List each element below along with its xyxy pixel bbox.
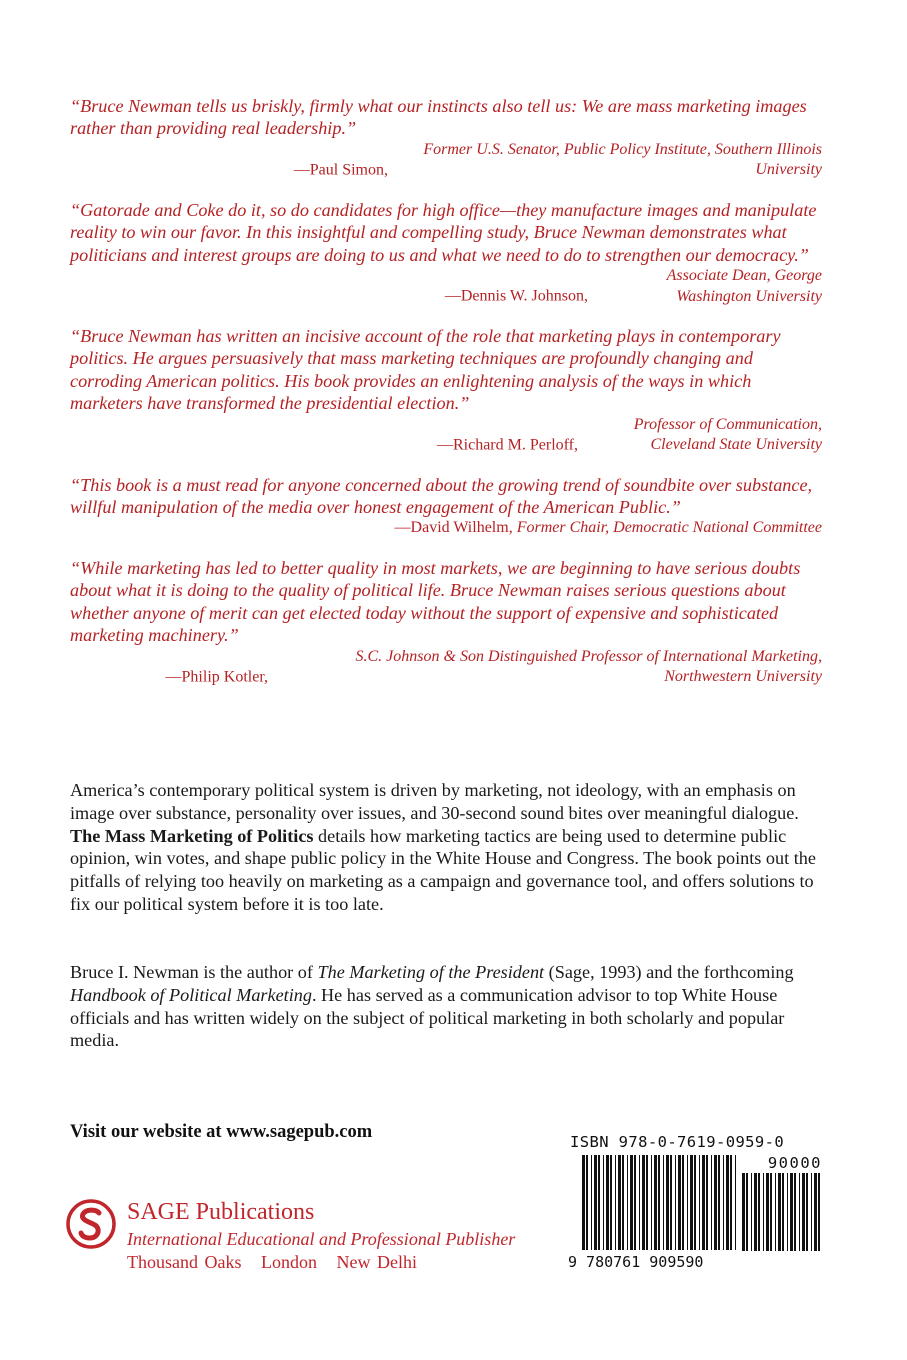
barcode-bar [670, 1155, 672, 1250]
barcode-bar [811, 1173, 812, 1251]
price-barcode [742, 1173, 824, 1273]
isbn-label: ISBN 978-0-7619-0959-0 [570, 1133, 785, 1151]
endorser-name: —Philip Kotler, [165, 668, 272, 686]
book-title: The Mass Marketing of Politics [70, 825, 314, 846]
barcode-bar [754, 1173, 757, 1251]
barcode-bar [615, 1155, 616, 1250]
barcode-bar [702, 1155, 705, 1250]
barcode-bar [730, 1155, 732, 1250]
bio-text: . He has served as a communication advisor to top White House officials and has written widely on the subject of political marketing in both scholarly and popular media. [70, 984, 785, 1051]
endorser-affiliation: Professor of Communication, Cleveland State University [633, 415, 822, 454]
description-text: details how marketing tactics are being used to determine public opinion, win votes, and shape public policy in the White House and Congress. The book points out the pitfalls of relying too heavily on marketing as a campaign and governance tool, and offers solutions to fix our political system before it is too late. [70, 825, 816, 914]
endorsement [70, 325, 822, 456]
barcode-bar [746, 1173, 748, 1251]
bio-text: (Sage, 1993) and the forthcoming [544, 962, 794, 982]
barcode-bar [770, 1173, 772, 1251]
barcode-bar [775, 1173, 776, 1251]
barcode-bar [687, 1155, 688, 1250]
barcode-bar [675, 1155, 676, 1250]
endorsement-attribution [70, 647, 822, 688]
barcode-bar [818, 1173, 820, 1251]
barcode-bar [726, 1155, 729, 1250]
barcode-bar [718, 1155, 720, 1250]
barcode-bar [723, 1155, 724, 1250]
author-bio [70, 961, 822, 1052]
barcode-bar [763, 1173, 764, 1251]
price-code: 90000 [767, 1154, 822, 1172]
endorsement [70, 95, 822, 181]
website-link[interactable]: Visit our website at www.sagepub.com [70, 1122, 373, 1142]
barcode-bar [790, 1173, 793, 1251]
barcode-bar [778, 1173, 781, 1251]
endorsement [70, 474, 822, 539]
barcode-bar [663, 1155, 664, 1250]
endorser-name: —Paul Simon, [293, 161, 392, 179]
barcode-bar [634, 1155, 636, 1250]
barcode-bar [678, 1155, 681, 1250]
barcode-bar [794, 1173, 796, 1251]
endorsement-quote: “This book is a must read for anyone concerned about the growing trend of soundbite over substance, willful manipulation of the media over honest engagement of the American Public.” [70, 474, 813, 518]
barcode-bar [690, 1155, 693, 1250]
barcode-bar [639, 1155, 640, 1250]
barcode-bar [699, 1155, 700, 1250]
publisher-block [66, 1199, 546, 1279]
endorsement [70, 199, 822, 307]
barcode-bar [711, 1155, 712, 1250]
barcode-bar [766, 1173, 769, 1251]
barcode-bar [799, 1173, 800, 1251]
endorser-affiliation: Former U.S. Senator, Public Policy Institute, Southern Illinois University [423, 140, 822, 179]
endorsement [70, 557, 822, 688]
endorsement-attribution [70, 518, 822, 539]
barcode-bar [606, 1155, 609, 1250]
book-title: The Marketing of the President [317, 962, 545, 982]
barcode-bar [654, 1155, 657, 1250]
endorser-name: —Dennis W. Johnson, [444, 287, 592, 305]
barcode-number: 9 780761 909590 [568, 1253, 704, 1271]
barcode-block [568, 1133, 824, 1283]
barcode-bar [706, 1155, 708, 1250]
endorser-affiliation: S.C. Johnson & Son Distinguished Professor of International Marketing, Northwestern University [355, 647, 822, 686]
barcode-bar [742, 1173, 745, 1251]
barcode-bar [622, 1155, 624, 1250]
endorsement-quote: “Bruce Newman has written an incisive account of the role that marketing plays in contemporary politics. He argues persuasively that mass marketing techniques are profoundly changing and corroding American politics. His book provides an enlightening analysis of the ways in which marketers have transformed the presidential election.” [70, 326, 781, 414]
barcode-bar [642, 1155, 645, 1250]
endorser-name: —Richard M. Perloff, [436, 436, 582, 454]
barcode-bar [787, 1173, 788, 1251]
barcode-bar [586, 1155, 588, 1250]
barcode-bar [758, 1173, 760, 1251]
barcode-bar [694, 1155, 696, 1250]
endorsement-quote: “Gatorade and Coke do it, so do candidates for high office—they manufacture images and manipulate reality to win our favor. In this insightful and compelling study, Bruce Newman demonstrates what politicians and interest groups are doing to us and what we need to do to strengthen our democracy.” [70, 199, 817, 265]
barcode-bar [802, 1173, 805, 1251]
barcode-bar [682, 1155, 684, 1250]
barcode-bar [646, 1155, 648, 1250]
endorsement-quote: “While marketing has led to better quality in most markets, we are beginning to have serious doubts about what it is doing to the quality of political life. Bruce Newman raises serious questions about whether anyone of merit can get elected today without the support of expensive and sophisticated marketing machinery.” [70, 557, 801, 646]
publisher-cities: Thousand Oaks London New Delhi [127, 1252, 417, 1272]
endorsement-attribution [70, 140, 822, 181]
endorser-name: —David Wilhelm, [394, 519, 517, 537]
endorsement-attribution [70, 266, 822, 307]
publisher-tagline: International Educational and Professional Publisher [127, 1229, 516, 1249]
book-title: Handbook of Political Marketing [70, 984, 312, 1005]
bio-text: Bruce I. Newman is the author of [70, 962, 318, 982]
barcode-bar [735, 1155, 736, 1250]
barcode-bar [603, 1155, 604, 1250]
description-text: America’s contemporary political system is driven by marketing, not ideology, with an emphasis on image over substance, personality over issues, and 30-second sound bites over meaningful dialogue. [70, 780, 799, 823]
barcode-bar [714, 1155, 717, 1250]
barcode-bar [666, 1155, 669, 1250]
endorsements [70, 95, 822, 706]
barcode-bar [627, 1155, 628, 1250]
publisher-name: SAGE Publications [127, 1199, 315, 1225]
endorser-affiliation: Associate Dean, George Washington University [666, 267, 822, 305]
barcode-bar [658, 1155, 660, 1250]
barcode-bar [782, 1173, 784, 1251]
endorsement-attribution [70, 415, 822, 456]
barcode-bar [610, 1155, 612, 1250]
barcode-bar [651, 1155, 652, 1250]
barcode-bar [582, 1155, 585, 1250]
barcode-bar [618, 1155, 621, 1250]
barcode-bar [751, 1173, 752, 1251]
barcode-bar [814, 1173, 817, 1251]
barcode-bar [594, 1155, 597, 1250]
barcode-bar [598, 1155, 600, 1250]
endorsement-quote: “Bruce Newman tells us briskly, firmly what our instincts also tell us: We are mass marketing images rather than providing real leadership.” [70, 96, 807, 139]
book-description [70, 779, 822, 916]
endorser-affiliation: Former Chair, Democratic National Committee [516, 519, 822, 537]
barcode-bar [806, 1173, 808, 1251]
sage-logo-icon [66, 1199, 116, 1249]
barcode-bar [591, 1155, 592, 1250]
barcode-bar [630, 1155, 633, 1250]
